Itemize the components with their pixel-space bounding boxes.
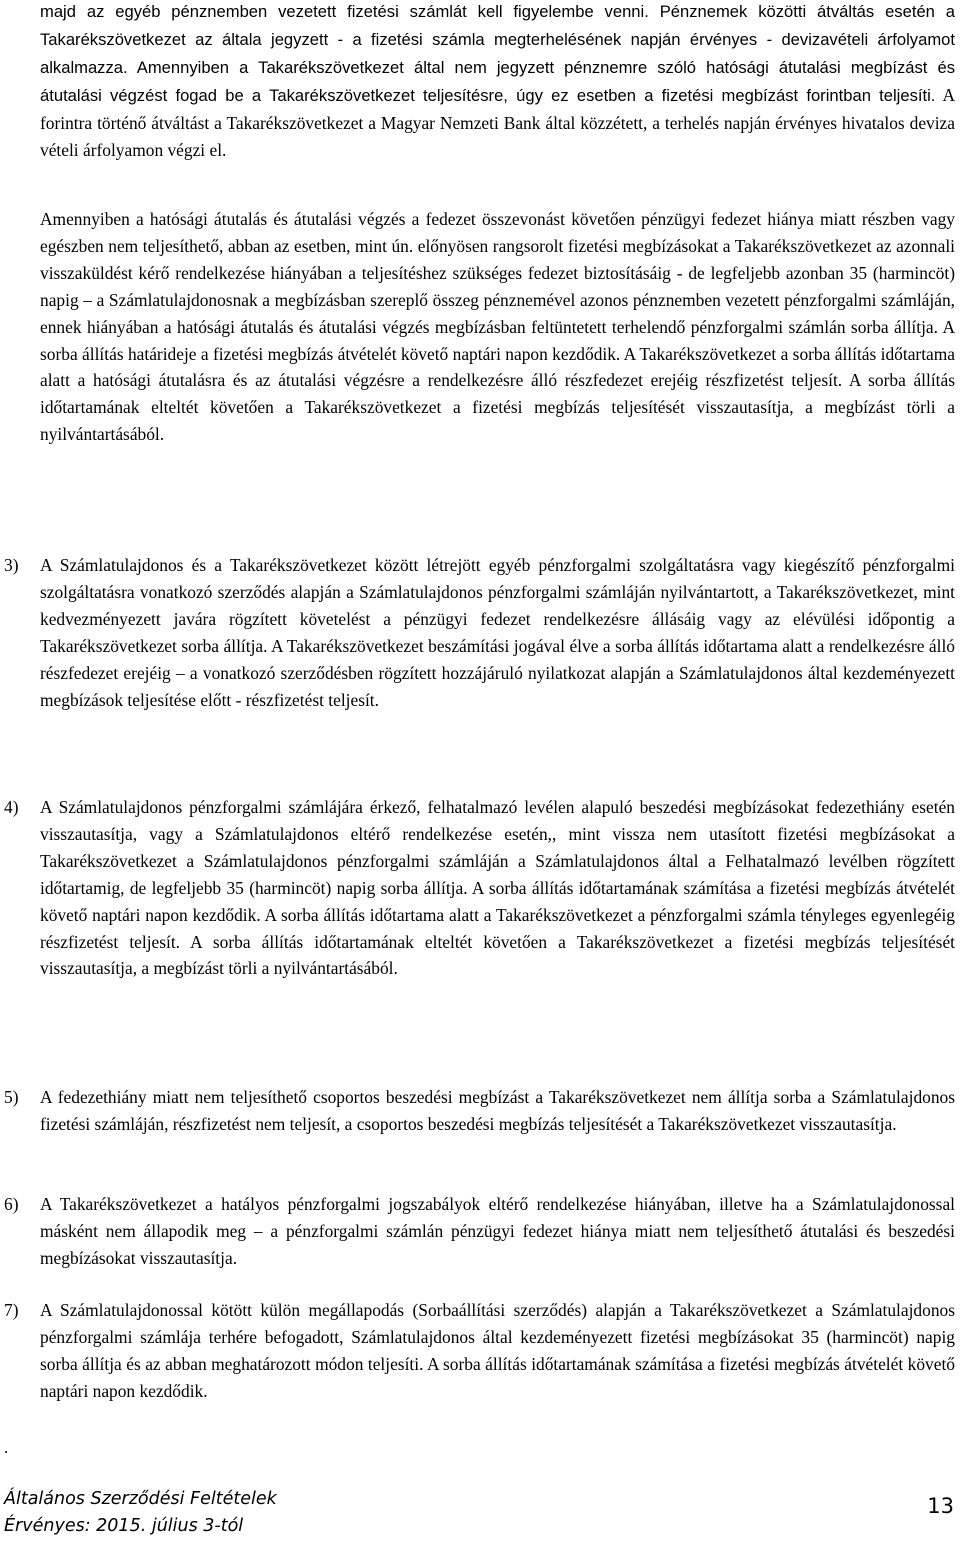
list-item-number: 6) bbox=[4, 1194, 19, 1214]
footer-title: Általános Szerződési Feltételek bbox=[4, 1489, 277, 1509]
paragraph-text-serif: A forintra történő átváltást a Takarékszövetkezet a Magyar Nemzeti Bank által közzétett, a terhelés napján érvényes hivatalos deviza vételi árfolyamon végzi el. bbox=[40, 84, 955, 160]
list-item-text: A fedezethiány miatt nem teljesíthető csoportos beszedési megbízást a Takarékszövetkezet nem állítja sorba a Számlatulajdonos fizetési számláján, részfizetést nem teljesít, a csoportos beszedési megbízás teljesítését a Takarékszövetkezet visszautasítja. bbox=[40, 1087, 955, 1134]
list-item-number: 7) bbox=[4, 1300, 19, 1320]
paragraph-currency-conversion bbox=[40, 0, 955, 163]
footer bbox=[4, 1486, 277, 1540]
list-item-number: 5) bbox=[4, 1087, 19, 1107]
list-item-text: A Takarékszövetkezet a hatályos pénzforgalmi jogszabályok eltérő rendelkezése hiányában, illetve ha a Számlatulajdonossal másként nem állapodik meg – a pénzforgalmi számlán pénzügyi fedezet hiánya miatt nem teljesíthető átutalási és beszedési megbízásokat visszautasítja. bbox=[40, 1194, 955, 1268]
stray-mark: . bbox=[4, 1438, 9, 1457]
paragraph-text-sans: majd az egyéb pénznemben vezetett fizetési számlát kell figyelembe venni. Pénznemek közötti átváltás esetén a Takarékszövetkezet az általa jegyzett - a fizetési számla megterhelésének napján érvényes - devizavételi árfolyamot alkalmazza. Amennyiben a Takarékszövetkezet által nem jegyzett pénznemre szóló hatósági átutalási megbízást és átutalási végzést fogad be a Takarékszövetkezet teljesítésre, úgy ez esetben a fizetési megbízást forintban teljesíti. bbox=[40, 2, 955, 105]
list-item-5 bbox=[4, 1084, 955, 1138]
footer-valid-from: Érvényes: 2015. július 3-tól bbox=[4, 1516, 244, 1536]
list-item-text: A Számlatulajdonossal kötött külön megállapodás (Sorbaállítási szerződés) alapján a Takarékszövetkezet a Számlatulajdonos pénzforgalmi számlája terhére befogadott, Számlatulajdonos által kezdeményezett fizetési megbízásokat 35 (harmincöt) napig sorba állítja és az abban meghatározott módon teljesíti. A sorba állítás időtartamának számítása a fizetési megbízás átvételét követő naptári napon kezdődik. bbox=[40, 1300, 955, 1401]
page-number: 13 bbox=[927, 1494, 954, 1518]
paragraph-text: Amennyiben a hatósági átutalás és átutalási végzés a fedezet összevonást követően pénzügyi fedezet hiánya miatt részben vagy egészben nem teljesíthető, abban az esetben, mint ún. előnyösen rangsorolt fizetési megbízásokat a Takarékszövetkezet az azonnali visszaküldést kérő rendelkezése hiányában a teljesítéshez szükséges fedezet biztosításáig - de legfeljebb azonban 35 (harmincöt) napig – a Számlatulajdonosnak a megbízásban szereplő összeg pénznemével azonos pénznemben vezetett pénzforgalmi számláján, ennek hiányában a hatósági átutalás és átutalási végzés megbízásban feltüntetett terhelendő pénzforgalmi számlán sorba állítja. A sorba állítás határideje a fizetési megbízás átvételét követő naptári napon kezdődik. A Takarékszövetkezet a sorba állítás időtartama alatt a hatósági átutalásra és az átutalási végzésre a rendelkezésre álló részfedezet erejéig részfizetést teljesít. A sorba állítás időtartamának elteltét követően a Takarékszövetkezet a fizetési megbízás teljesítését visszautasítja, a megbízást törli a nyilvántartásából. bbox=[40, 209, 955, 445]
list-item-number: 3) bbox=[4, 555, 19, 575]
paragraph-queueing-official-transfers bbox=[40, 206, 955, 448]
list-item-number: 4) bbox=[4, 797, 19, 817]
list-item-3 bbox=[4, 552, 955, 713]
list-item-text: A Számlatulajdonos és a Takarékszövetkezet között létrejött egyéb pénzforgalmi szolgáltatásra vagy kiegészítő pénzforgalmi szolgáltatásra vonatkozó szerződés alapján a Számlatulajdonos pénzforgalmi számláján nyilvántartott, a Takarékszövetkezet, mint kedvezményezett javára rögzített követelést a pénzügyi fedezet rendelkezésre állásáig vagy az elévülési időpontig a Takarékszövetkezet sorba állítja. A Takarékszövetkezet beszámítási jogával élve a sorba állítás időtartama alatt a rendelkezésre álló részfedezet erejéig – a vonatkozó szerződésben rögzített hozzájáruló nyilatkozat alapján a Számlatulajdonos által kezdeményezett megbízások teljesítése előtt - részfizetést teljesít. bbox=[40, 555, 955, 710]
list-item-7 bbox=[4, 1297, 955, 1405]
list-item-6 bbox=[4, 1191, 955, 1272]
list-item-4 bbox=[4, 794, 955, 982]
list-item-text: A Számlatulajdonos pénzforgalmi számlájára érkező, felhatalmazó levélen alapuló beszedési megbízásokat fedezethiány esetén visszautasítja, vagy a Számlatulajdonos eltérő rendelkezése esetén,, mint vissza nem utasított fizetési megbízásokat a Takarékszövetkezet a Számlatulajdonos pénzforgalmi számláján a Számlatulajdonos által a Felhatalmazó levélben rögzített időtartamig, de legfeljebb 35 (harmincöt) napig sorba állítja. A sorba állítás időtartamának számítása a fizetési megbízás átvételét követő naptári napon kezdődik. A sorba állítás időtartama alatt a Takarékszövetkezet a pénzforgalmi számla tényleges egyenlegéig részfizetést teljesít. A sorba állítás időtartamának elteltét követően a Takarékszövetkezet a fizetési megbízás teljesítését visszautasítja, a megbízást törli a nyilvántartásából. bbox=[40, 797, 955, 979]
